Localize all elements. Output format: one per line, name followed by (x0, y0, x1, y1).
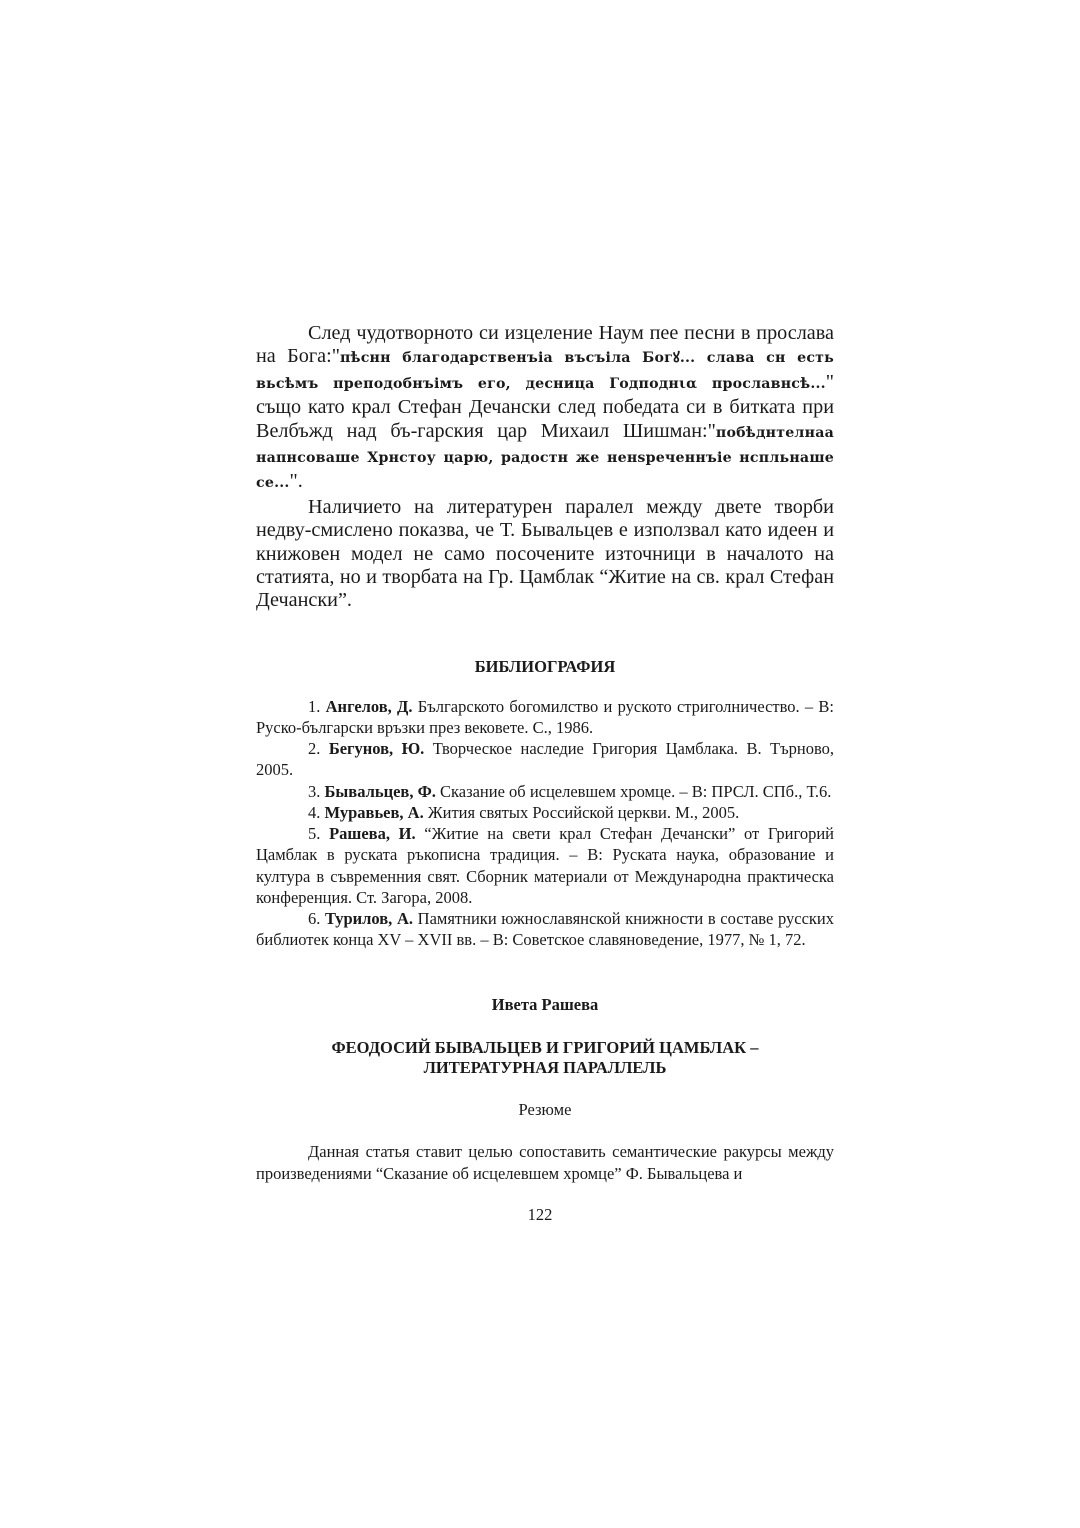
summary-title (256, 1038, 834, 1078)
bib-author: Турилов, А. (325, 908, 413, 928)
paragraph-1-end: ". (289, 470, 303, 493)
paragraph-1 (256, 322, 834, 496)
paragraph-2: Наличието на литературен паралел между двете творби недву-смислено показва, че Т. Бывальцев е използвал като идеен и книжовен модел не само посочените източници в началото на статията, но и творбата на Гр. Цамблак “Житие на св. крал Стефан Дечански”. (256, 495, 834, 612)
church-slavonic-quote-1: пѣснн благодарственъіа въсъіла Богꙋ... слава сн есть вьсѣмъ преподобнъімъ его, десница Годподнια прославнсѣ... (256, 350, 834, 392)
bibliography-item (256, 908, 834, 950)
paragraph-1-start: След чудотворното си изцеление Наум пее песни в прослава на Бога:" (256, 322, 834, 368)
summary-title-line-2: ЛИТЕРАТУРНАЯ ПАРАЛЛЕЛЬ (423, 1058, 667, 1078)
bib-text: Памятники южнославянской книжности в составе русских библиотек конца XV – XVII вв. – В: Советское славяноведение, 1977, № 1, 72. (256, 908, 835, 950)
bib-number: 5. (308, 824, 330, 844)
article-body (256, 322, 834, 613)
bib-author: Бывальцев, Ф. (324, 781, 436, 801)
bib-number: 2. (308, 739, 329, 759)
bib-text: Жития святых Российской церкви. М., 2005. (423, 802, 740, 822)
bib-text: Сказание об исцелевшем хромце. – В: ПРСЛ. СПб., Т.6. (435, 781, 832, 801)
bib-number: 4. (308, 802, 325, 822)
bib-text: Творческое наследие Григория Цамблака. В. Търново, 2005. (256, 739, 835, 780)
page-number: 122 (527, 1205, 553, 1224)
bib-author: Бегунов, Ю. (328, 739, 425, 759)
bib-number: 6. (308, 908, 326, 928)
page-content (256, 322, 834, 1184)
bib-text: “Житие на свети крал Стефан Дечански” от Григорий Цамблак в руската ръкописна традиция. – В: Руската наука, образование и култура в съвременния свят. Сборник материали от Международна практическа конференция. Ст. Загора, 2008. (256, 824, 835, 907)
summary-author: Ивета Рашева (491, 995, 599, 1015)
bib-number: 1. (308, 696, 326, 716)
summary-text: Данная статья ставит целью сопоставить семантические ракурсы между произведениями “Сказание об исцелевшем хромце” Ф. Бывальцева и (256, 1142, 834, 1183)
bibliography-item (256, 781, 834, 802)
bib-text: Българското богомилство и руското стриголничество. – В: Руско-български връзки през вековете. С., 1986. (256, 696, 835, 738)
bibliography-item (256, 802, 834, 823)
paragraph-1-middle: " също като крал Стефан Дечански след победата си в битката при Велбъжд над бъ-гарския цар Михаил Шишман:" (256, 370, 834, 442)
bib-author: Рашева, И. (329, 824, 416, 844)
bibliography-item (256, 696, 834, 738)
bibliography-item (256, 738, 834, 780)
church-slavonic-quote-2: побѣднтелнаа напнсоваше Хрнстоу царю, радостн же ненѕреченнъіе нспльнаше се... (256, 424, 834, 492)
bib-number: 3. (308, 781, 325, 801)
summary-label: Резюме (518, 1100, 572, 1120)
bibliography-heading: БИБЛИОГРАФИЯ (474, 656, 616, 676)
bibliography-item (256, 823, 834, 908)
bib-author: Ангелов, Д. (325, 696, 413, 716)
summary-title-line-1: ФЕОДОСИЙ БЫВАЛЬЦЕВ И ГРИГОРИЙ ЦАМБЛАК – (331, 1038, 759, 1058)
bib-author: Муравьев, А. (324, 802, 424, 822)
bibliography-list (256, 696, 834, 950)
